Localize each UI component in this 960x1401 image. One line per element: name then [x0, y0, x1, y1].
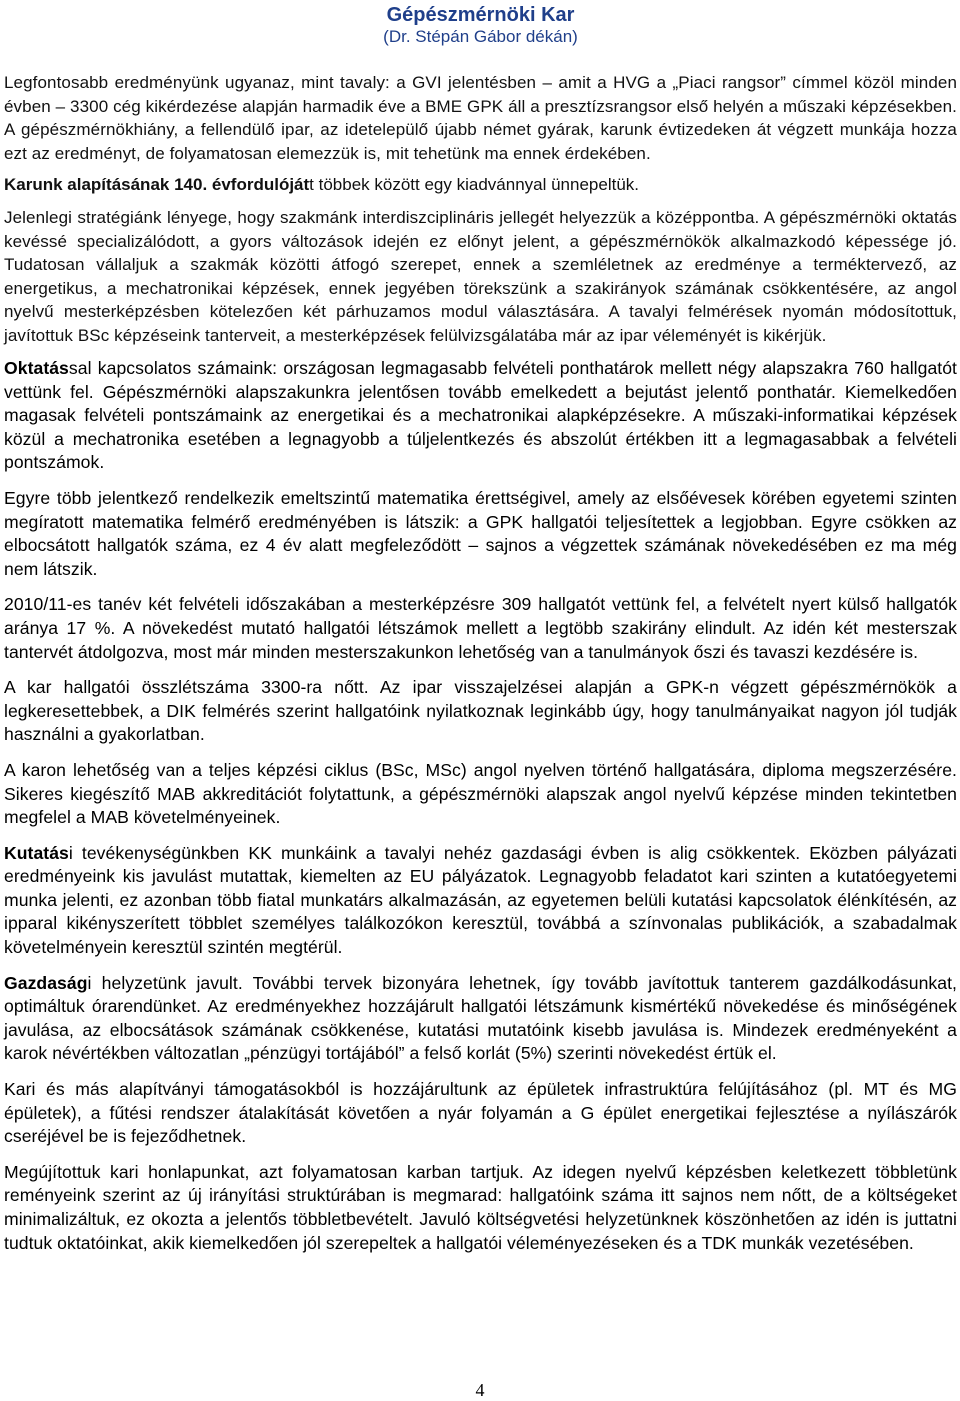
admissions-paragraph: 2010/11-es tanév két felvételi időszakában a mesterképzésre 309 hallgatót vettünk fel, a felvételt nyert külső hallgatók aránya 17 %. A növekedést mutató hallgatói létszámok mellett a legtöbb szakirány elindult. Az idén két mesterszak tantervét átdolgozva, most már minden mesterszakunkon lehetőség van a tanulmányok őszi és tavaszi kezdésére is.: [4, 594, 957, 662]
header: [4, 0, 957, 48]
document-page: [4, 0, 957, 1255]
economy-paragraph: [4, 972, 957, 1066]
strategy-paragraph: [4, 206, 957, 347]
headcount-paragraph: A kar hallgatói összlétszáma 3300-ra nőtt. Az ipar visszajelzései alapján a GPK-n végzett gépészmérnökök a legkeresettebbek, a DIK felmérés szerint hallgatóink nyilatkoznak leginkább úgy, hogy tanulmányaikat nagyon jól tudják használni a gyakorlatban.: [4, 677, 957, 745]
strategy-continuation: Tudatosan vállaljuk a szakmák közötti átfogó szerepet, ennek a szemléletnek az eredménye a terméktervező, az energetikus, a mechatronikai képzések, ennek jegyében törekszünk a szakirányok számának csökkentésére, az angol nyelvű mesterképzésben kötelezően két párhuzamos modul választására. A tavalyi felmérések nyomán módosítottuk, javítottuk BSc képzéseink tanterveit, a mesterképzések felülvizsgálatába már az ipar véleményét is kikérjük.: [4, 255, 957, 345]
intro-paragraph: Legfontosabb eredményünk ugyanaz, mint tavaly: a GVI jelentésben – amit a HVG a „Piaci rangsor” címmel közöl minden évben – 3300 cég kikérdezése alapján harmadik éve a BME GPK áll a presztízsrangsor első helyén a műszaki képzésekben. A gépészmérnökhiány, a fellendülő ipar, az idetelepülő újabb német gyárak, karunk évtizedeken át végzett munkája hozza ezt az eredményt, de folyamatosan elemezzük is, mit tehetünk ma ennek érdekében.: [4, 73, 957, 163]
research-paragraph: [4, 842, 957, 960]
economy-text: i helyzetünk javult. További tervek bizonyára lehetnek, így tovább javítottuk tanterem gazdálkodásunkat, optimáltuk órarendünket. Az eredményekhez hozzájárult hallgatói létszámunk kismértékű növekedése és minőségének javulása, az elbocsátások számának csökkenése, kutatási mutatóink kisebb javulása is. Mindezek eredményeként a karok névértékben változatlan „pénzügyi tortájából” a felső korlát (5%) szerinti növekedést értük el.: [4, 972, 957, 1064]
infrastructure-paragraph: Kari és más alapítványi támogatásokból is hozzájárultunk az épületek infrastruktúra felújításához (pl. MT és MG épületek), a fűtési rendszer átalakítását követően a nyár folyamán a G épület energetikai fejlesztése a nyílászárók cseréjével be is fejeződhetnek.: [4, 1079, 957, 1147]
anniversary-paragraph: [4, 173, 957, 197]
education-text: sal kapcsolatos számaink: országosan legmagasabb felvételi ponthatárok mellett négy alapszakra 760 hallgatót vettünk fel. Gépészmérnöki alapszakunkra jelentősen tovább emelkedett a bejutást jelentő ponthatár. Kiemelkedően magasak felvételi pontszámaink az energetikai és a mechatronikai alapképzésekre. A műszaki-informatikai képzések közül a mechatronika esetében a legnagyobb a túljelentkezés és abszolút értékben itt a legmagasabbak a felvételi pontszámok.: [4, 358, 957, 473]
page-title: Gépészmérnöki Kar: [386, 4, 575, 26]
page-subtitle: (Dr. Stépán Gábor dékán): [383, 27, 578, 46]
anniversary-bold: Karunk alapításának 140. évfordulóját: [4, 175, 310, 194]
anniversary-rest: t többek között egy kiadvánnyal ünnepeltük.: [309, 175, 640, 194]
education-bold: Oktatás: [4, 358, 69, 378]
page-number: 4: [475, 1380, 485, 1400]
english-program-paragraph: A karon lehetőség van a teljes képzési ciklus (BSc, MSc) angol nyelven történő hallgatására, diploma megszerzésére. Sikeres kiegészítő MAB akkreditációt folytattunk, a gépészmérnöki alapszak angol nyelvű képzése minden tekintetben megfelel a MAB követelményeinek.: [4, 759, 957, 828]
strategy-text: Jelenlegi stratégiánk lényege, hogy szakmánk interdiszciplináris jellegét helyezzük a középpontba. A gépészmérnöki oktatás kevéssé specializálódott, a gyors változások idején ez előnyt jelent, a gépészmérnökök alkalmazkodó képessége jó.: [4, 208, 957, 251]
maturity-paragraph: Egyre több jelentkező rendelkezik emeltszintű matematika érettségivel, amely az elsőévesek körében egyetemi szinten megíratott matematika felmérő eredményében is látszik: a GPK hallgatói teljesítettek a legjobban. Egyre csökken az elbocsátott hallgatók száma, ez 4 év alatt megfeleződött – sajnos a végzettek számának növekedésében ez ma még nem látszik.: [4, 487, 957, 579]
economy-bold: Gazdaság: [4, 972, 88, 993]
education-paragraph: [4, 357, 957, 475]
research-text: i tevékenységünkben KK munkáink a tavalyi nehéz gazdasági évben is alig csökkentek. Eközben pályázati eredményeink kis javulást mutattak, kiemelten az EU pályázatok. Legnagyobb feladatot kari szinten a kutatóegyetemi munka jelenti, ez azonban több fiatal munkatárs alkalmazásán, az egyetemen belüli kutatási kapcsolatok élénkítésén, az ipparal kikényszerített többlet személyes találkozókon keresztül, továbbá a színvonalas publikációk, a szabadalmak követelményein keresztül szintén megtérül.: [4, 842, 957, 958]
website-paragraph: Megújítottuk kari honlapunkat, azt folyamatosan karban tartjuk. Az idegen nyelvű képzésben keletkezett többletünk reményeink szerint az új irányítási struktúrában is megmarad: hallgatóink száma itt sajnos nem nőtt, de a költségeket minimalizáltuk, ez okozta a jelentős többletbevételt. Javuló költségvetési helyzetünknek köszönhetően az idén is juttatni tudtuk oktatóinkat, akik kiemelkedően jól szerepeltek a hallgatói véleményezéseken és a TDK munkák vezetésében.: [4, 1161, 957, 1253]
research-bold: Kutatás: [4, 842, 69, 863]
